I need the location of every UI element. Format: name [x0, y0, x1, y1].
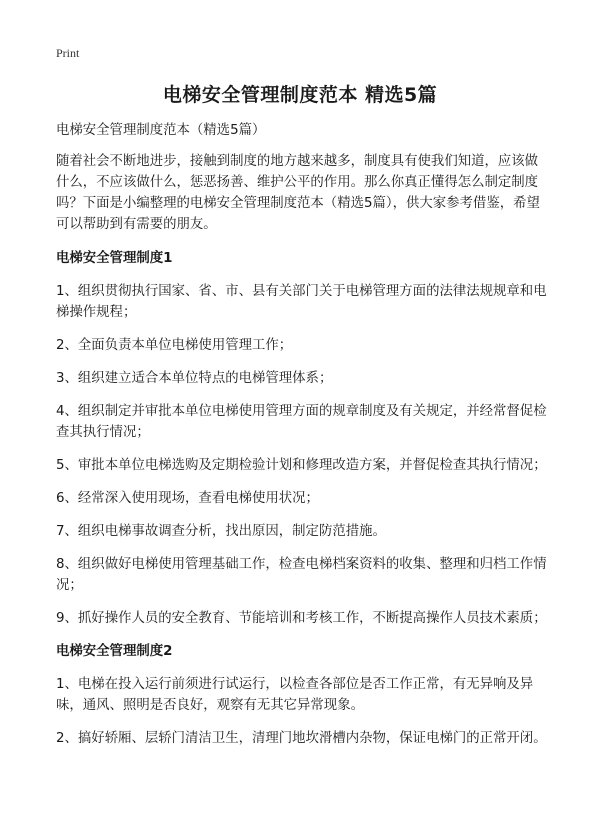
section-heading: 电梯安全管理制度2 [56, 644, 173, 659]
list-item: 1、组织贯彻执行国家、省、市、县有关部门关于电梯管理方面的法律法规规章和电梯操作规程； [56, 284, 547, 320]
list-item: 2、全面负责本单位电梯使用管理工作； [56, 338, 293, 353]
list-item: 2、搞好轿厢、层轿门清洁卫生，清理门地坎滑槽内杂物，保证电梯门的正常开闭。 [56, 731, 547, 746]
list-item: 9、抓好操作人员的安全教育、节能培训和考核工作，不断提高操作人员技术素质； [56, 611, 547, 626]
section-heading: 电梯安全管理制度1 [56, 251, 173, 266]
document-body [56, 120, 548, 761]
print-link[interactable]: Print [56, 46, 80, 60]
list-item: 3、组织建立适合本单位特点的电梯管理体系； [56, 371, 333, 386]
list-item: 5、审批本单位电梯选购及定期检验计划和修理改造方案，并督促检查其执行情况； [56, 458, 547, 473]
list-item: 1、电梯在投入运行前须进行试运行，以检查各部位是否工作正常，有无异响及异味，通风、照明是否良好，观察有无其它异常现象。 [56, 677, 534, 713]
list-item: 4、组织制定并审批本单位电梯使用管理方面的规章制度及有关规定，并经常督促检查其执行情况； [56, 404, 547, 440]
list-item: 7、组织电梯事故调查分析，找出原因，制定防范措施。 [56, 524, 386, 539]
intro-paragraph: 随着社会不断地进步，接触到制度的地方越来越多，制度具有使我们知道，应该做什么，不应该做什么，惩恶扬善、维护公平的作用。那么你真正懂得怎么制定制度吗？下面是小编整理的电梯安全管理制度范本（精选5篇），供大家参考借鉴，希望可以帮助到有需要的朋友。 [56, 154, 540, 232]
document-subtitle: 电梯安全管理制度范本（精选5篇） [56, 123, 266, 138]
page-title: 电梯安全管理制度范本 精选5篇 [162, 84, 438, 106]
list-item: 6、经常深入使用现场，查看电梯使用状况； [56, 491, 319, 506]
list-item: 8、组织做好电梯使用管理基础工作，检查电梯档案资料的收集、整理和归档工作情况； [56, 557, 547, 593]
